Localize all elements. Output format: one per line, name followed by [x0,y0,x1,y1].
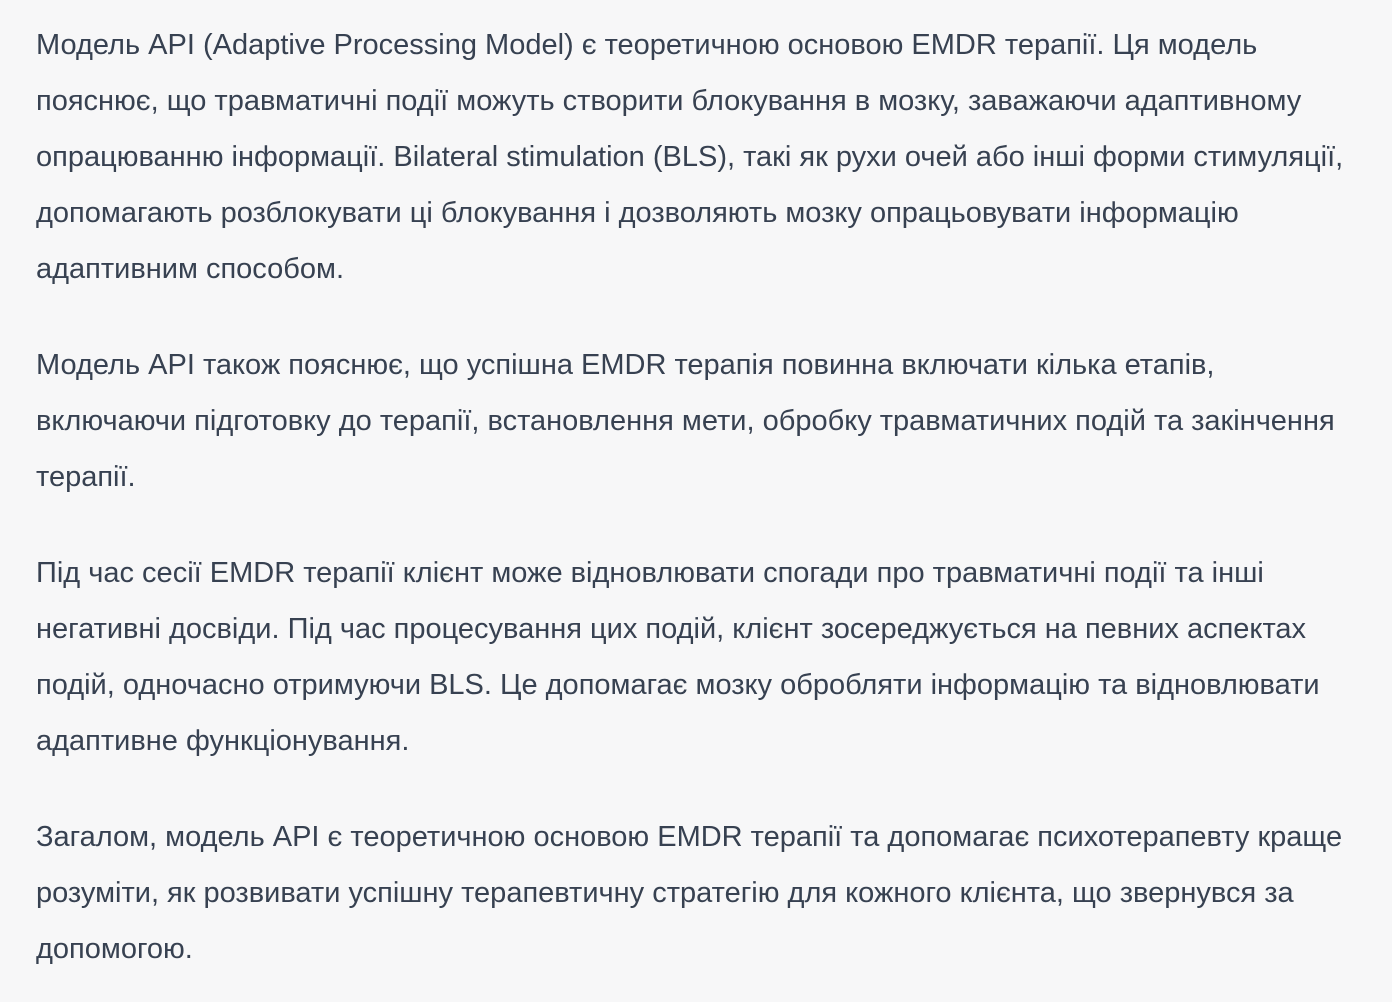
message-paragraph-1: Модель API (Adaptive Processing Model) є теоретичною основою EMDR терапії. Ця модель пояснює, що травматичні події можуть створити блокування в мозку, заважаючи адаптивному опрацюванню інформації. Bilateral stimulation (BLS), такі як рухи очей або інші форми стимуляції, допомагають розблокувати ці блокування і дозволяють мозку опрацьовувати інформацію адаптивним способом. [36,29,1344,285]
message-paragraph-3: Під час сесії EMDR терапії клієнт може відновлювати спогади про травматичні події та інші негативні досвіди. Під час процесування цих подій, клієнт зосереджується на певних аспектах подій, одночасно отримуючи BLS. Це допомагає мозку обробляти інформацію та відновлювати адаптивне функціонування. [36,557,1320,757]
message-paragraph-2: Модель API також пояснює, що успішна EMDR терапія повинна включати кілька етапів, включаючи підготовку до терапії, встановлення мети, обробку травматичних подій та закінчення терапії. [36,349,1335,493]
assistant-message [36,17,1346,977]
message-paragraph-4: Загалом, модель API є теоретичною основою EMDR терапії та допомагає психотерапевту краще розуміти, як розвивати успішну терапевтичну стратегію для кожного клієнта, що звернувся за допомогою. [36,821,1343,965]
